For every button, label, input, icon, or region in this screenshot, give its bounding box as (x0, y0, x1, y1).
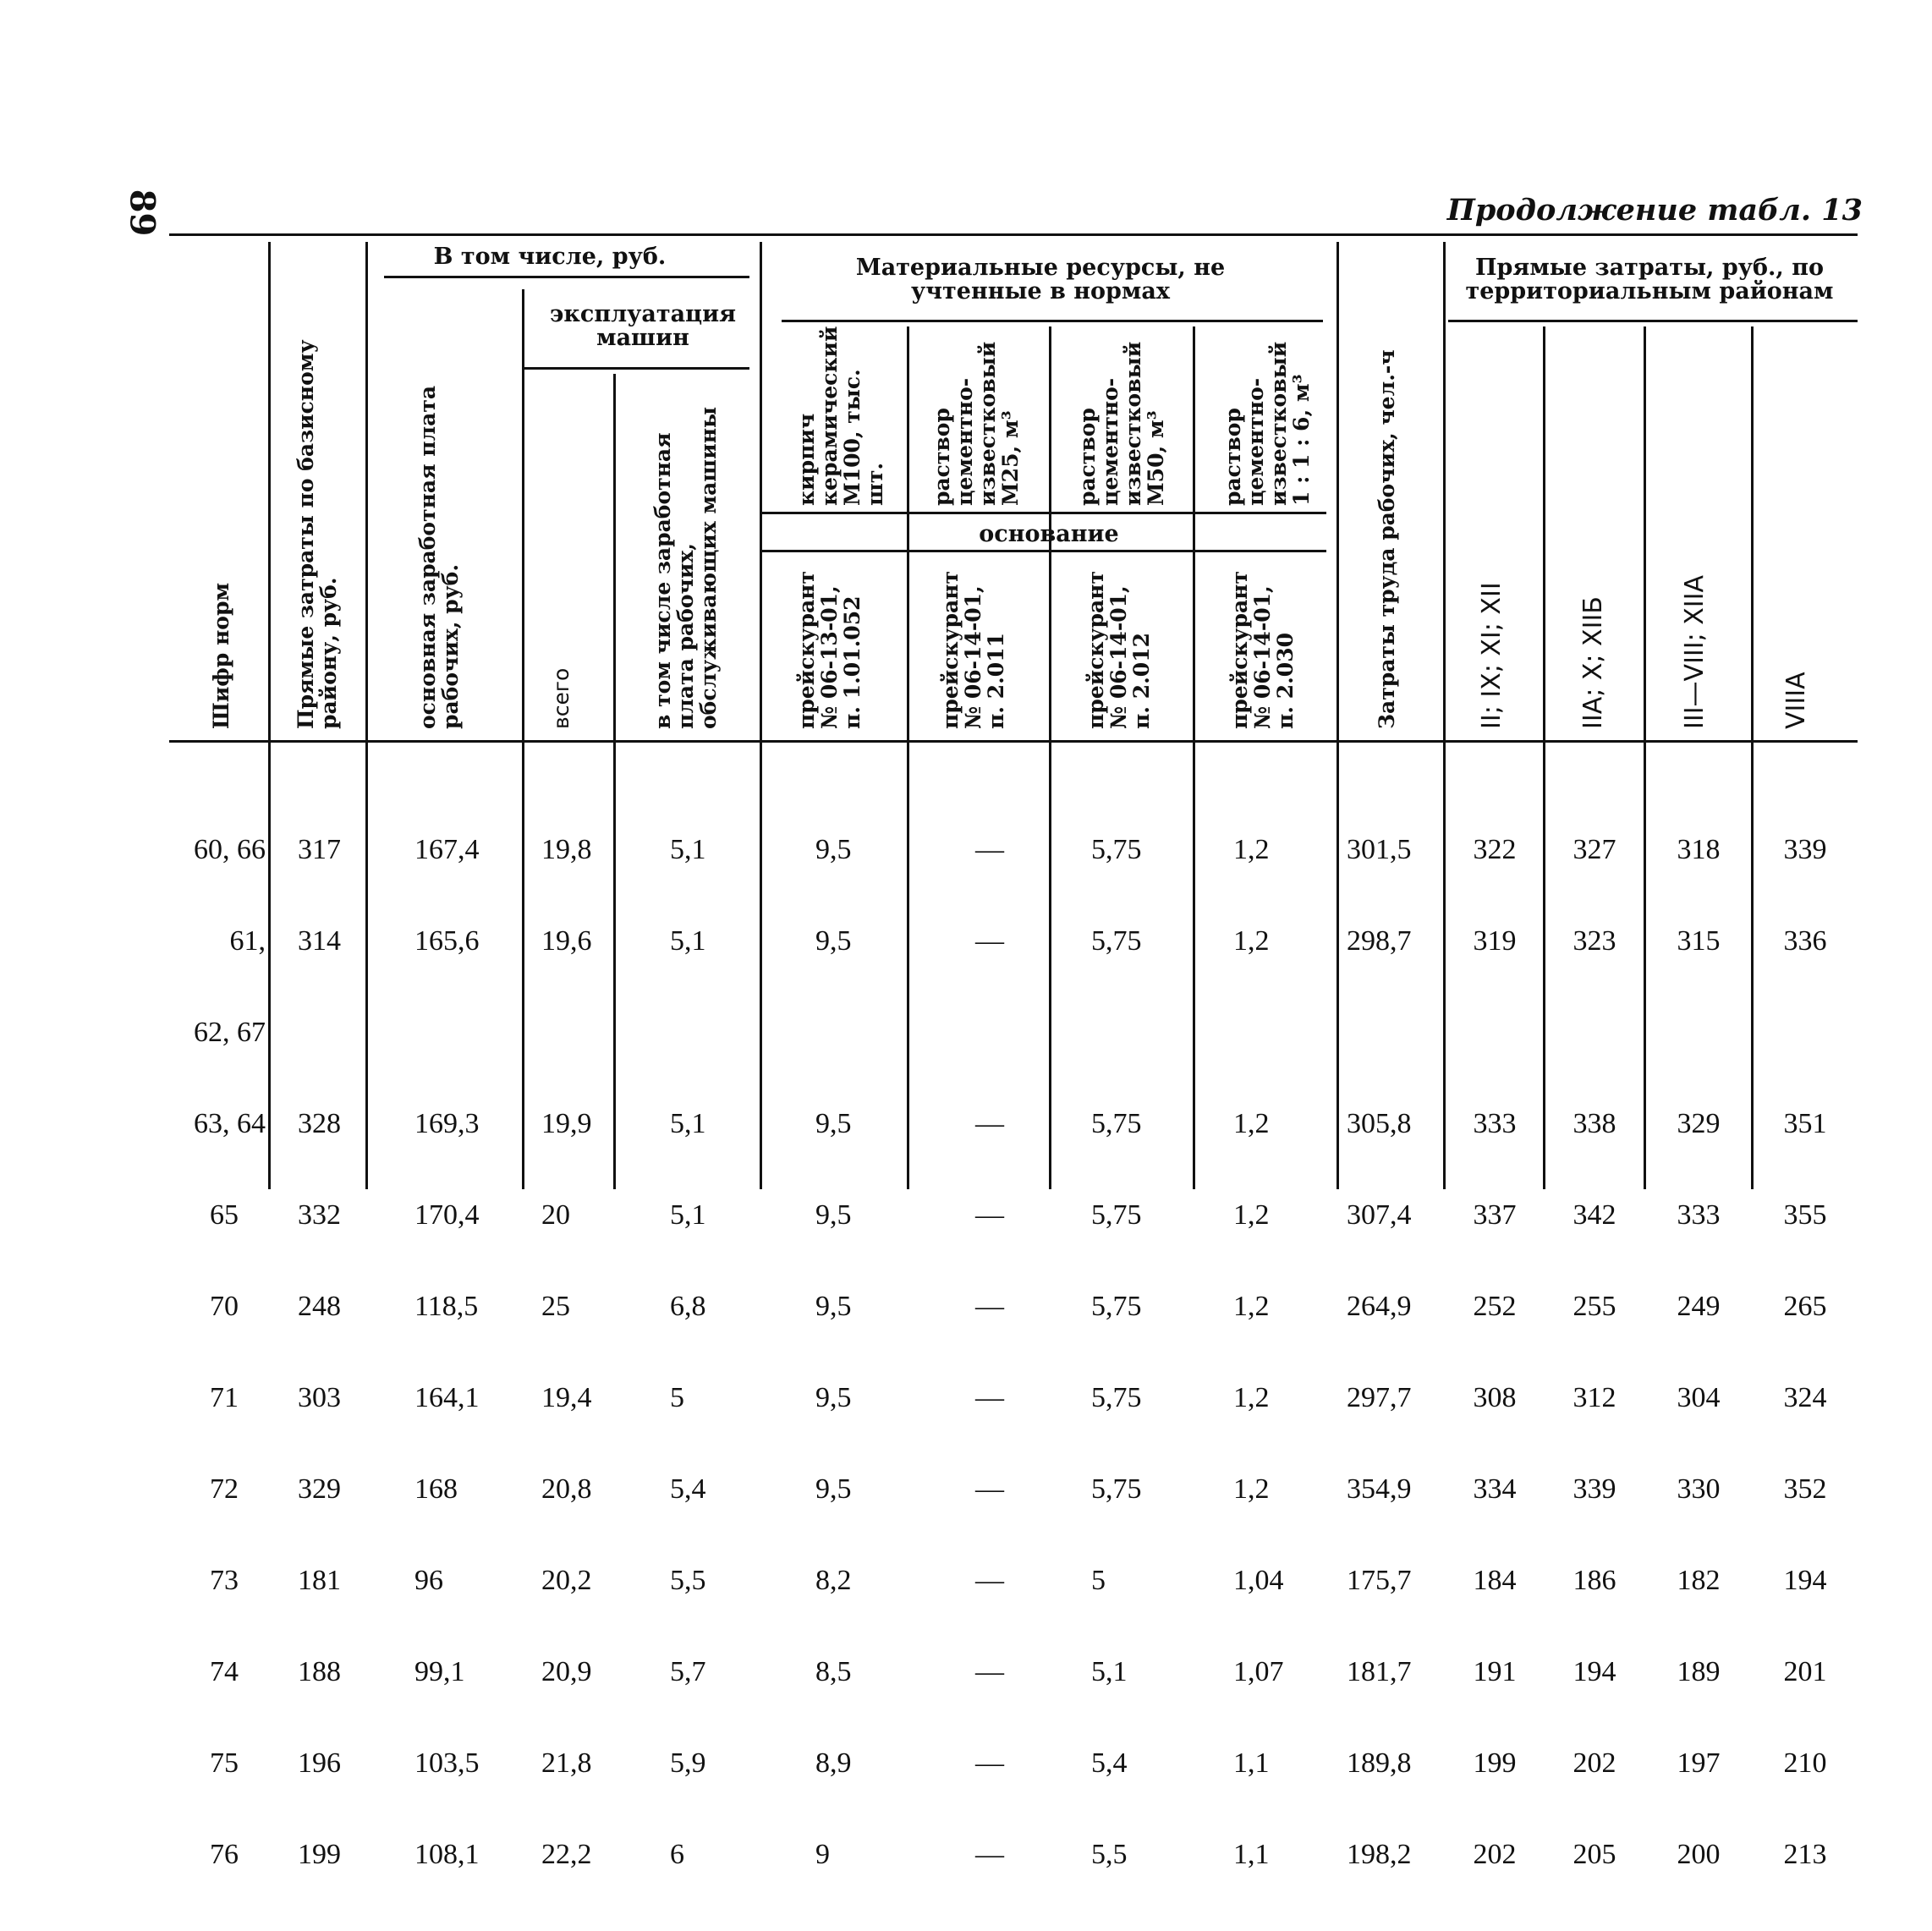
material-2-header: раствор цементно-известковый М25, м³ (930, 341, 1023, 506)
table-cell: 305,8 (1347, 1108, 1412, 1139)
table-cell: 8,5 (815, 1656, 852, 1687)
table-cell: 334 (1473, 1473, 1517, 1505)
table-cell: 314 (298, 925, 341, 957)
machines-wage-header: в том числе заработная плата рабочих, обслуживающих машины (650, 406, 721, 729)
table-cell: 199 (298, 1839, 341, 1870)
table-cell: 5,4 (670, 1473, 706, 1505)
table-cell: 354,9 (1347, 1473, 1412, 1505)
table-cell: 5,9 (670, 1747, 706, 1779)
table-cell: 5,75 (1091, 1291, 1142, 1322)
table-cell: 8,9 (815, 1747, 852, 1779)
basis-header: основание (979, 521, 1119, 547)
material-2-column (930, 774, 1049, 1931)
table-cell (298, 1018, 362, 1048)
machines-total-column (541, 774, 611, 1931)
table-cell: 201 (1783, 1656, 1827, 1687)
table-cell: 301,5 (1347, 834, 1412, 865)
table-cell: 317 (298, 834, 341, 865)
table-cell: 194 (1572, 1656, 1616, 1687)
col-divider-1 (268, 242, 271, 1189)
table-cell: 5,5 (1091, 1839, 1128, 1870)
table-cell: 307,4 (1347, 1199, 1412, 1231)
table-cell: 298,7 (1347, 925, 1412, 957)
col-divider-2 (365, 242, 368, 1189)
table-cell: 5,75 (1091, 1382, 1142, 1413)
table-cell: 19,4 (541, 1382, 592, 1413)
table-cell: 327 (1572, 834, 1616, 865)
basis-2-header: прейскурант № 06-14-01, п. 2.011 (938, 571, 1008, 729)
region-2-header: IIA; X; XIIБ (1578, 596, 1608, 729)
table-cell: 319 (1473, 925, 1517, 957)
table-cell: 308 (1473, 1382, 1517, 1413)
table-cell (1756, 1018, 1854, 1048)
table-cell: 264,9 (1347, 1291, 1412, 1322)
table-cell: 248 (298, 1291, 341, 1322)
table-cell: 9,5 (815, 834, 852, 865)
table-cell: 329 (1677, 1108, 1721, 1139)
col-divider-10 (1443, 242, 1446, 1189)
table-cell: 5,75 (1091, 834, 1142, 865)
table-cell: 9,5 (815, 1382, 852, 1413)
table-header-bottom-rule (169, 740, 1858, 743)
col-divider-3 (522, 289, 524, 1189)
table-cell (541, 1018, 611, 1048)
table-cell: 20 (541, 1199, 570, 1231)
table-cell: 9,5 (815, 1108, 852, 1139)
table-cell: 62, 67 (194, 1017, 266, 1048)
table-cell: 312 (1572, 1382, 1616, 1413)
table-cell: 1,07 (1233, 1656, 1284, 1687)
table-cell: 61, (229, 925, 266, 957)
table-cell: 197 (1677, 1747, 1721, 1779)
table-cell: 336 (1783, 925, 1827, 957)
table-cell: 5,75 (1091, 1473, 1142, 1505)
table-cell: 202 (1473, 1839, 1517, 1870)
table-cell (930, 1018, 1049, 1048)
table-cell: 333 (1473, 1108, 1517, 1139)
region-3-header: III—VIII; XIIA (1680, 574, 1710, 729)
page-number: 89 (122, 189, 162, 237)
table-cell: 249 (1677, 1291, 1721, 1322)
col-divider-7 (1049, 326, 1051, 1189)
table-cell: 332 (298, 1199, 341, 1231)
table-cell: 5,1 (1091, 1656, 1128, 1687)
table-cell: 318 (1677, 834, 1721, 865)
col-divider-6 (907, 326, 909, 1189)
table-cell: 72 (210, 1473, 239, 1505)
table-cell (1091, 1018, 1184, 1048)
table-cell: 70 (210, 1291, 239, 1322)
region-4-header: VIIIA (1781, 672, 1811, 729)
region-4-column (1756, 774, 1854, 1931)
table-cell: 5,4 (1091, 1747, 1128, 1779)
table-cell: 20,9 (541, 1656, 592, 1687)
table-cell: 196 (298, 1747, 341, 1779)
table-cell: — (975, 1108, 1004, 1139)
table-cell: 5,1 (670, 1199, 706, 1231)
table-cell: 351 (1783, 1108, 1827, 1139)
table-cell: 333 (1677, 1199, 1721, 1231)
table-cell: 21,8 (541, 1747, 592, 1779)
col-divider-12 (1644, 326, 1646, 1189)
table-cell: 194 (1783, 1565, 1827, 1596)
table-cell: 1,2 (1233, 834, 1270, 865)
table-cell: — (975, 1199, 1004, 1231)
table-cell (1448, 1018, 1541, 1048)
table-continuation-title: Продолжение табл. 13 (1446, 193, 1863, 228)
including-rule (384, 276, 749, 278)
table-cell: 99,1 (414, 1656, 465, 1687)
table-cell: 9,5 (815, 1473, 852, 1505)
materials-header: Материальные ресурсы, не учтенные в нормах (855, 255, 1226, 304)
table-cell: 165,6 (414, 925, 480, 957)
table-cell: 315 (1677, 925, 1721, 957)
table-cell: 118,5 (414, 1291, 479, 1322)
table-cell: 199 (1473, 1747, 1517, 1779)
table-cell: 181,7 (1347, 1656, 1412, 1687)
table-cell: — (975, 1656, 1004, 1687)
table-cell: 205 (1572, 1839, 1616, 1870)
table-cell: 5 (670, 1382, 684, 1413)
table-cell: 65 (210, 1199, 239, 1231)
machines-total-header: всего (549, 667, 574, 729)
table-cell: 1,2 (1233, 1473, 1270, 1505)
table-cell: 9 (815, 1839, 830, 1870)
basis-bottom-rule (761, 550, 1326, 552)
table-cell: 5,75 (1091, 1108, 1142, 1139)
col-divider-8 (1193, 326, 1195, 1189)
table-cell: 342 (1572, 1199, 1616, 1231)
table-cell: — (975, 1839, 1004, 1870)
table-cell: 1,2 (1233, 925, 1270, 957)
col-divider-11 (1543, 326, 1545, 1189)
code-column (169, 774, 266, 1931)
materials-rule (782, 320, 1323, 322)
col-divider-13 (1751, 326, 1754, 1189)
table-cell: — (975, 1747, 1004, 1779)
table-cell (1233, 1018, 1326, 1048)
table-cell: 297,7 (1347, 1382, 1412, 1413)
table-cell: 73 (210, 1565, 239, 1596)
table-cell: 252 (1473, 1291, 1517, 1322)
machines-rule (523, 367, 749, 370)
basis-4-header: прейскурант № 06-14-01, п. 2.030 (1227, 571, 1298, 729)
region-1-column (1448, 774, 1541, 1931)
table-cell: 63, 64 (194, 1108, 266, 1139)
table-cell: 76 (210, 1839, 239, 1870)
table-cell: 213 (1783, 1839, 1827, 1870)
table-cell: 5,5 (670, 1565, 706, 1596)
table-cell: 25 (541, 1291, 570, 1322)
table-cell: — (975, 925, 1004, 957)
region-2-column (1548, 774, 1641, 1931)
table-cell (815, 1018, 900, 1048)
table-cell: — (975, 1291, 1004, 1322)
table-cell: 60, 66 (194, 834, 266, 865)
table-cell: 9,5 (815, 925, 852, 957)
table-cell: 324 (1783, 1382, 1827, 1413)
table-cell: 339 (1572, 1473, 1616, 1505)
table-cell: — (975, 834, 1004, 865)
table-cell: 1,2 (1233, 1108, 1270, 1139)
code-header: Шифр норм (209, 582, 233, 729)
table-cell: 198,2 (1347, 1839, 1412, 1870)
table-cell: 255 (1572, 1291, 1616, 1322)
basic-wage-column (414, 774, 516, 1931)
col-divider-5 (760, 242, 762, 1189)
table-cell: 6 (670, 1839, 684, 1870)
table-cell: 355 (1783, 1199, 1827, 1231)
table-cell (1548, 1018, 1641, 1048)
col-divider-9 (1336, 242, 1339, 1189)
table-cell: 330 (1677, 1473, 1721, 1505)
table-cell: 184 (1473, 1565, 1517, 1596)
table-cell: 96 (414, 1565, 443, 1596)
table-cell: 323 (1572, 925, 1616, 957)
table-cell: 189,8 (1347, 1747, 1412, 1779)
table-cell: 322 (1473, 834, 1517, 865)
material-4-header: раствор цементно-известковый 1 : 1 : 6, м³ (1221, 341, 1314, 506)
col-divider-4 (613, 374, 616, 1189)
direct-costs-header: Прямые затраты по базисному району, руб. (294, 339, 341, 729)
material-3-column (1091, 774, 1184, 1931)
table-cell: — (975, 1473, 1004, 1505)
regions-rule (1448, 320, 1858, 322)
table-cell: 329 (298, 1473, 341, 1505)
basic-wage-header: основная заработная плата рабочих, руб. (415, 385, 463, 729)
machines-wage-column (670, 774, 755, 1931)
table-cell: 304 (1677, 1382, 1721, 1413)
table-cell (414, 1018, 516, 1048)
table-cell: 5,75 (1091, 925, 1142, 957)
table-cell: 6,8 (670, 1291, 706, 1322)
table-cell: 9,5 (815, 1199, 852, 1231)
labor-header: Затраты труда рабочих, чел.-ч (1375, 349, 1399, 729)
table-cell: 352 (1783, 1473, 1827, 1505)
table-cell: 1,04 (1233, 1565, 1284, 1596)
table-cell: 189 (1677, 1656, 1721, 1687)
table-cell: 19,6 (541, 925, 592, 957)
table-cell: 182 (1677, 1565, 1721, 1596)
direct-costs-column (298, 774, 362, 1931)
machines-header: эксплуатация машин (549, 301, 737, 351)
table-cell: 1,1 (1233, 1839, 1270, 1870)
table-cell: — (975, 1565, 1004, 1596)
including-header: В том числе, руб. (433, 244, 667, 270)
region-3-column (1649, 774, 1748, 1931)
table-cell: 181 (298, 1565, 341, 1596)
table-cell: 169,3 (414, 1108, 480, 1139)
table-cell (1347, 1018, 1441, 1048)
table-cell: 5,1 (670, 925, 706, 957)
table-cell: 168 (414, 1473, 458, 1505)
table-cell: 164,1 (414, 1382, 480, 1413)
table-cell: 74 (210, 1656, 239, 1687)
table-cell: 337 (1473, 1199, 1517, 1231)
table-cell: 20,2 (541, 1565, 592, 1596)
table-cell: — (975, 1382, 1004, 1413)
table-cell: 108,1 (414, 1839, 480, 1870)
table-cell: 19,9 (541, 1108, 592, 1139)
region-1-header: II; IX; XI; XII (1477, 582, 1507, 729)
table-cell: 5,1 (670, 1108, 706, 1139)
table-cell: 186 (1572, 1565, 1616, 1596)
table-cell: 328 (298, 1108, 341, 1139)
material-3-header: раствор цементно-известковый М50, м³ (1075, 341, 1168, 506)
table-cell: 210 (1783, 1747, 1827, 1779)
table-cell: 75 (210, 1747, 239, 1779)
basis-3-header: прейскурант № 06-14-01, п. 2.012 (1084, 571, 1154, 729)
table-cell: 338 (1572, 1108, 1616, 1139)
table-cell: 1,2 (1233, 1382, 1270, 1413)
table-cell: 175,7 (1347, 1565, 1412, 1596)
table-cell: 8,2 (815, 1565, 852, 1596)
table-cell: 167,4 (414, 834, 480, 865)
table-cell: 202 (1572, 1747, 1616, 1779)
table-cell: 191 (1473, 1656, 1517, 1687)
table-cell: 20,8 (541, 1473, 592, 1505)
table-cell: 188 (298, 1656, 341, 1687)
table-cell: 200 (1677, 1839, 1721, 1870)
table-cell: 5 (1091, 1565, 1106, 1596)
table-cell: 1,2 (1233, 1291, 1270, 1322)
regions-header: Прямые затраты, руб., по территориальным районам (1465, 255, 1834, 304)
table-top-rule (169, 233, 1858, 236)
material-1-header: кирпич керамический М100, тыс. шт. (794, 326, 887, 506)
labor-column (1347, 774, 1441, 1931)
table-cell: 339 (1783, 834, 1827, 865)
basis-1-header: прейскурант № 06-13-01, п. 1.01.052 (794, 571, 864, 729)
table-cell: 9,5 (815, 1291, 852, 1322)
table-cell: 71 (210, 1382, 239, 1413)
basis-top-rule (761, 512, 1326, 514)
table-cell: 22,2 (541, 1839, 592, 1870)
table-cell: 170,4 (414, 1199, 480, 1231)
table-cell (670, 1018, 755, 1048)
table-cell: 19,8 (541, 834, 592, 865)
table-cell: 5,1 (670, 834, 706, 865)
table-cell: 5,7 (670, 1656, 706, 1687)
table-cell: 303 (298, 1382, 341, 1413)
material-4-column (1233, 774, 1326, 1931)
table-cell: 103,5 (414, 1747, 480, 1779)
material-1-column (815, 774, 900, 1931)
table-cell: 5,75 (1091, 1199, 1142, 1231)
table-cell (1649, 1018, 1748, 1048)
table-cell: 265 (1783, 1291, 1827, 1322)
table-cell: 1,2 (1233, 1199, 1270, 1231)
table-cell: 1,1 (1233, 1747, 1270, 1779)
